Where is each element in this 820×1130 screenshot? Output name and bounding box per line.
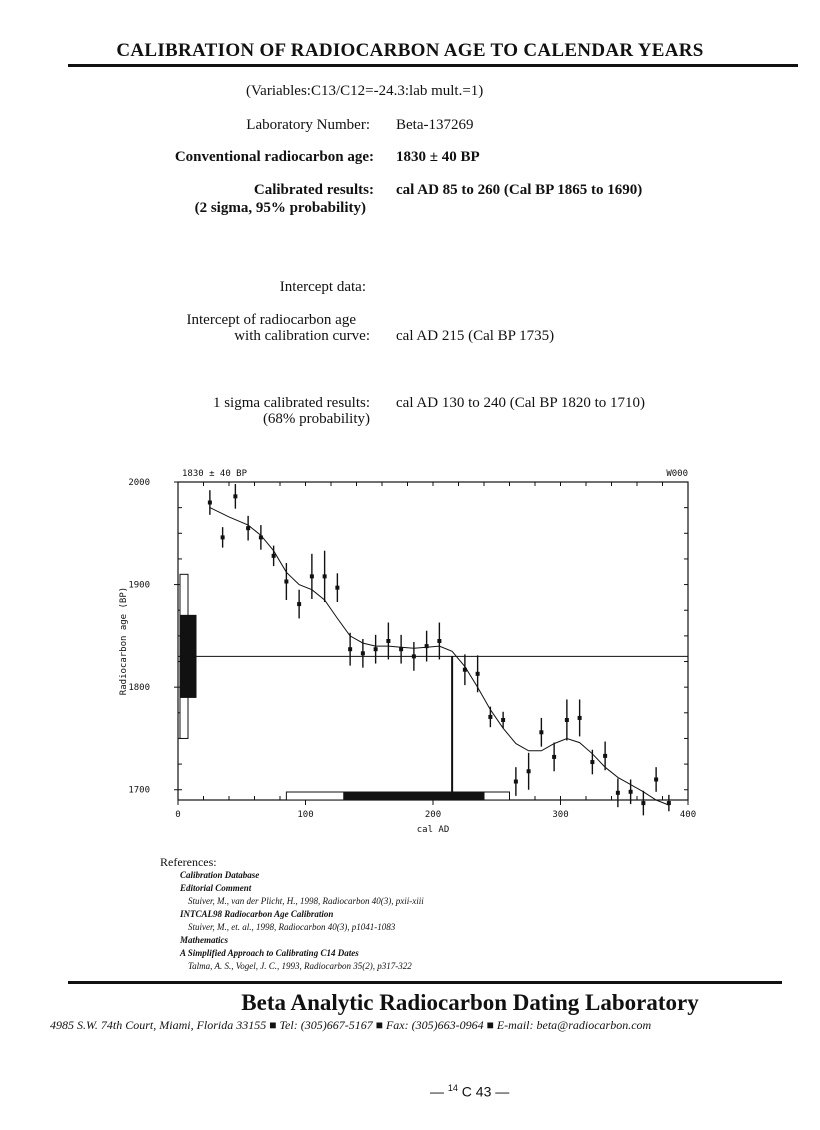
data-point	[348, 633, 352, 666]
data-point	[399, 635, 403, 664]
bottom-rule	[68, 981, 782, 984]
data-point	[323, 551, 327, 602]
references	[160, 856, 424, 973]
point-marker	[386, 639, 390, 643]
point-marker	[667, 801, 671, 805]
point-marker	[437, 639, 441, 643]
intercept-label: Intercept of radiocarbon age	[186, 312, 356, 328]
data-point	[488, 707, 492, 728]
page-number	[430, 1083, 509, 1100]
data-point	[565, 699, 569, 740]
y-tick-label: 1800	[128, 683, 150, 694]
variables-line: (Variables:C13/C12=-24.3:lab mult.=1)	[246, 83, 484, 99]
data-point	[246, 516, 250, 541]
data-point	[374, 635, 378, 664]
reference-line: Mathematics	[180, 935, 229, 945]
data-point	[221, 527, 225, 548]
point-marker	[259, 535, 263, 539]
point-marker	[578, 716, 582, 720]
data-point	[539, 718, 543, 747]
one-sigma-sublabel: (68% probability)	[262, 411, 370, 427]
calibrated-value: cal AD 85 to 260 (Cal BP 1865 to 1690)	[396, 182, 643, 198]
point-marker	[323, 574, 327, 578]
page-sup: 14	[447, 1083, 458, 1093]
x-tick-label: 0	[175, 810, 181, 820]
data-point	[425, 631, 429, 662]
point-marker	[641, 801, 645, 805]
lab-number-value: Beta-137269	[396, 117, 474, 133]
point-marker	[603, 754, 607, 758]
data-point	[641, 791, 645, 816]
point-marker	[463, 668, 467, 672]
point-marker	[310, 574, 314, 578]
intercept-data-label: Intercept data:	[279, 279, 366, 295]
data-point	[284, 563, 288, 600]
point-marker	[476, 672, 480, 676]
reference-line: A Simplified Approach to Calibrating C14 Dates	[180, 948, 359, 958]
point-marker	[348, 647, 352, 651]
chart-title: 1830 ± 40 BP	[182, 469, 248, 479]
x-axis-label: cal AD	[416, 825, 450, 835]
data-point	[412, 642, 416, 671]
point-marker	[565, 718, 569, 722]
point-marker	[297, 602, 301, 606]
x-tick-label: 200	[424, 810, 442, 820]
point-marker	[284, 580, 288, 584]
point-marker	[539, 730, 543, 734]
point-marker	[233, 494, 237, 498]
y-tick-label: 2000	[128, 478, 150, 488]
data-point	[667, 795, 671, 811]
data-point	[259, 525, 263, 550]
data-point	[310, 554, 314, 599]
page-dash-right: —	[495, 1083, 510, 1100]
x-tick-label: 400	[679, 810, 697, 820]
data-point	[654, 767, 658, 792]
one-sigma-label: 1 sigma calibrated results:	[212, 395, 370, 411]
page-dash-left: —	[430, 1083, 444, 1100]
reference-line: Editorial Comment	[180, 883, 252, 893]
lab-number-label: Laboratory Number:	[246, 117, 370, 133]
y-axis-label: Radiocarbon age (BP)	[119, 586, 129, 696]
chart-title-right: W000	[666, 469, 688, 479]
calibration-chart	[110, 462, 710, 842]
x-tick-label: 100	[297, 810, 314, 820]
data-point	[297, 590, 301, 619]
reference-line: Stuiver, M., van der Plicht, H., 1998, Radiocarbon 40(3), pxii-xiii	[188, 896, 424, 906]
point-marker	[488, 715, 492, 719]
point-marker	[629, 790, 633, 794]
intercept-value: cal AD 215 (Cal BP 1735)	[396, 328, 555, 344]
point-marker	[616, 791, 620, 795]
data-point	[590, 750, 594, 775]
point-marker	[527, 769, 531, 773]
point-marker	[221, 535, 225, 539]
point-marker	[412, 654, 416, 658]
lab-address: 4985 S.W. 74th Court, Miami, Florida 33155 ■ Tel: (305)667-5167 ■ Fax: (305)663-0964 ■ E-mail: beta@radiocarbon.com	[50, 1018, 652, 1032]
point-marker	[514, 780, 518, 784]
data-point	[552, 743, 556, 772]
point-marker	[374, 647, 378, 651]
references-list	[160, 869, 424, 973]
page-title: CALIBRATION OF RADIOCARBON AGE TO CALENDAR YEARS	[116, 40, 704, 61]
reference-line: Calibration Database	[180, 870, 260, 880]
data-point	[208, 490, 212, 515]
point-marker	[552, 755, 556, 759]
point-marker	[361, 651, 365, 655]
conventional-age-value: 1830 ± 40 BP	[396, 149, 480, 165]
x-tick-label: 300	[552, 810, 569, 820]
reference-line: Talma, A. S., Vogel, J. C., 1993, Radiocarbon 35(2), p317-322	[188, 961, 412, 971]
reference-line: Stuiver, M., et. al., 1998, Radiocarbon 40(3), p1041-1083	[188, 922, 396, 932]
point-marker	[246, 526, 250, 530]
data-point	[616, 778, 620, 807]
conventional-age-label: Conventional radiocarbon age:	[174, 149, 374, 165]
data-point	[233, 484, 237, 509]
point-marker	[335, 586, 339, 590]
data-point	[476, 655, 480, 692]
data-point	[578, 699, 582, 736]
point-marker	[654, 777, 658, 781]
point-marker	[272, 554, 276, 558]
lab-name: Beta Analytic Radiocarbon Dating Laboratory	[241, 990, 699, 1015]
data-point	[335, 573, 339, 602]
point-marker	[425, 644, 429, 648]
top-rule	[68, 64, 798, 67]
point-marker	[501, 718, 505, 722]
one-sigma-value: cal AD 130 to 240 (Cal BP 1820 to 1710)	[396, 395, 646, 411]
data-point	[463, 654, 467, 685]
y-tick-label: 1700	[128, 785, 150, 796]
point-marker	[208, 501, 212, 505]
calibrated-sublabel: (2 sigma, 95% probability)	[194, 200, 366, 216]
cal-1sigma-bar	[344, 792, 484, 800]
point-marker	[399, 647, 403, 651]
reference-line: INTCAL98 Radiocarbon Age Calibration	[180, 909, 334, 919]
data-point	[527, 753, 531, 790]
data-point	[514, 767, 518, 796]
references-heading: References:	[160, 855, 217, 869]
calibrated-label: Calibrated results:	[253, 182, 374, 198]
y-tick-label: 1900	[128, 580, 150, 591]
data-point	[437, 623, 441, 660]
point-marker	[590, 760, 594, 764]
data-point	[386, 623, 390, 660]
intercept-sublabel: with calibration curve:	[234, 328, 370, 344]
page-main: C 43	[461, 1083, 492, 1100]
